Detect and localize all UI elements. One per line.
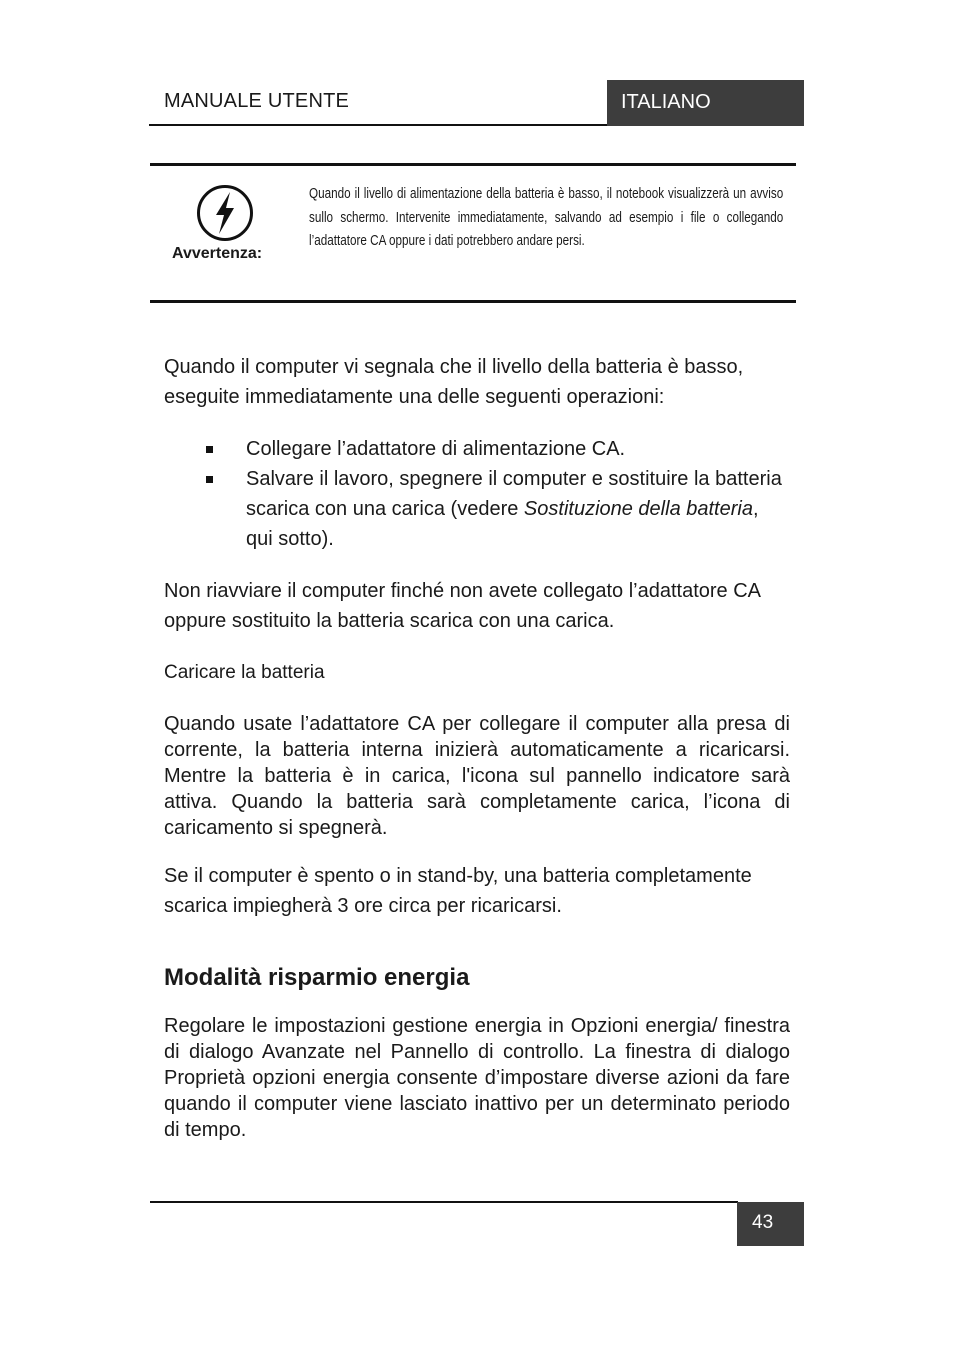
warning-text: Quando il livello di alimentazione della batteria è basso, il notebook visualizzerà un avviso sullo schermo. Intervenite immediatamente, salvando ad esempio i file o collegando l’adattatore CA oppure i dati potrebbero andare persi. [309,185,784,249]
list-item-text: Collegare l’adattatore di alimentazione CA. [246,438,626,460]
power-saving-paragraph: Regolare le impostazioni gestione energia in Opzioni energia/ finestra di dialogo Avanzate nel Pannello di controllo. La finestra di dialogo Proprietà opzioni energia consente d’impostare diverse azioni da fare quando il computer viene lasciato inattivo per un determinato periodo di tempo. [164,1015,790,1141]
list-item-text: Salvare il lavoro, spegnere il computer e sostituire la batteria scarica con una carica (vedere [246,468,782,520]
header-divider [149,124,607,126]
section-reference: Sostituzione della batteria [523,498,753,520]
footer-divider [150,1201,738,1203]
lightning-icon [196,184,254,242]
warning-label: Avvertenza: [172,245,263,262]
charging-heading: Caricare la batteria [164,662,325,683]
bullet-icon [206,476,213,483]
action-list [164,434,790,554]
bullet-icon [206,446,213,453]
charging-paragraph: Quando usate l’adattatore CA per collegare il computer alla presa di corrente, la batteria interna inizierà automaticamente a ricaricarsi. Mentre la batteria è in carica, l'icona sul pannello indicatore sarà attiva. Quando la batteria sarà completamente carica, l’icona di caricamento si spegnerà. [164,713,790,839]
list-item [164,434,790,464]
warning-bottom-rule [150,300,796,303]
restart-note: Non riavviare il computer finché non avete collegato l’adattatore CA oppure sostituito la batteria scarica con una carica. [164,580,760,632]
language-tab: ITALIANO [607,80,804,126]
power-saving-heading: Modalità risparmio energia [164,964,470,991]
intro-paragraph: Quando il computer vi segnala che il livello della batteria è basso, eseguite immediatamente una delle seguenti operazioni: [164,356,744,408]
manual-title: MANUALE UTENTE [164,90,350,112]
list-item [164,464,790,554]
warning-top-rule [150,163,796,166]
list-item-text-end: , qui sotto). [246,498,759,550]
charging-time-paragraph: Se il computer è spento o in stand-by, una batteria completamente scarica impiegherà 3 ore circa per ricaricarsi. [164,865,752,917]
page-number: 43 [737,1202,804,1246]
